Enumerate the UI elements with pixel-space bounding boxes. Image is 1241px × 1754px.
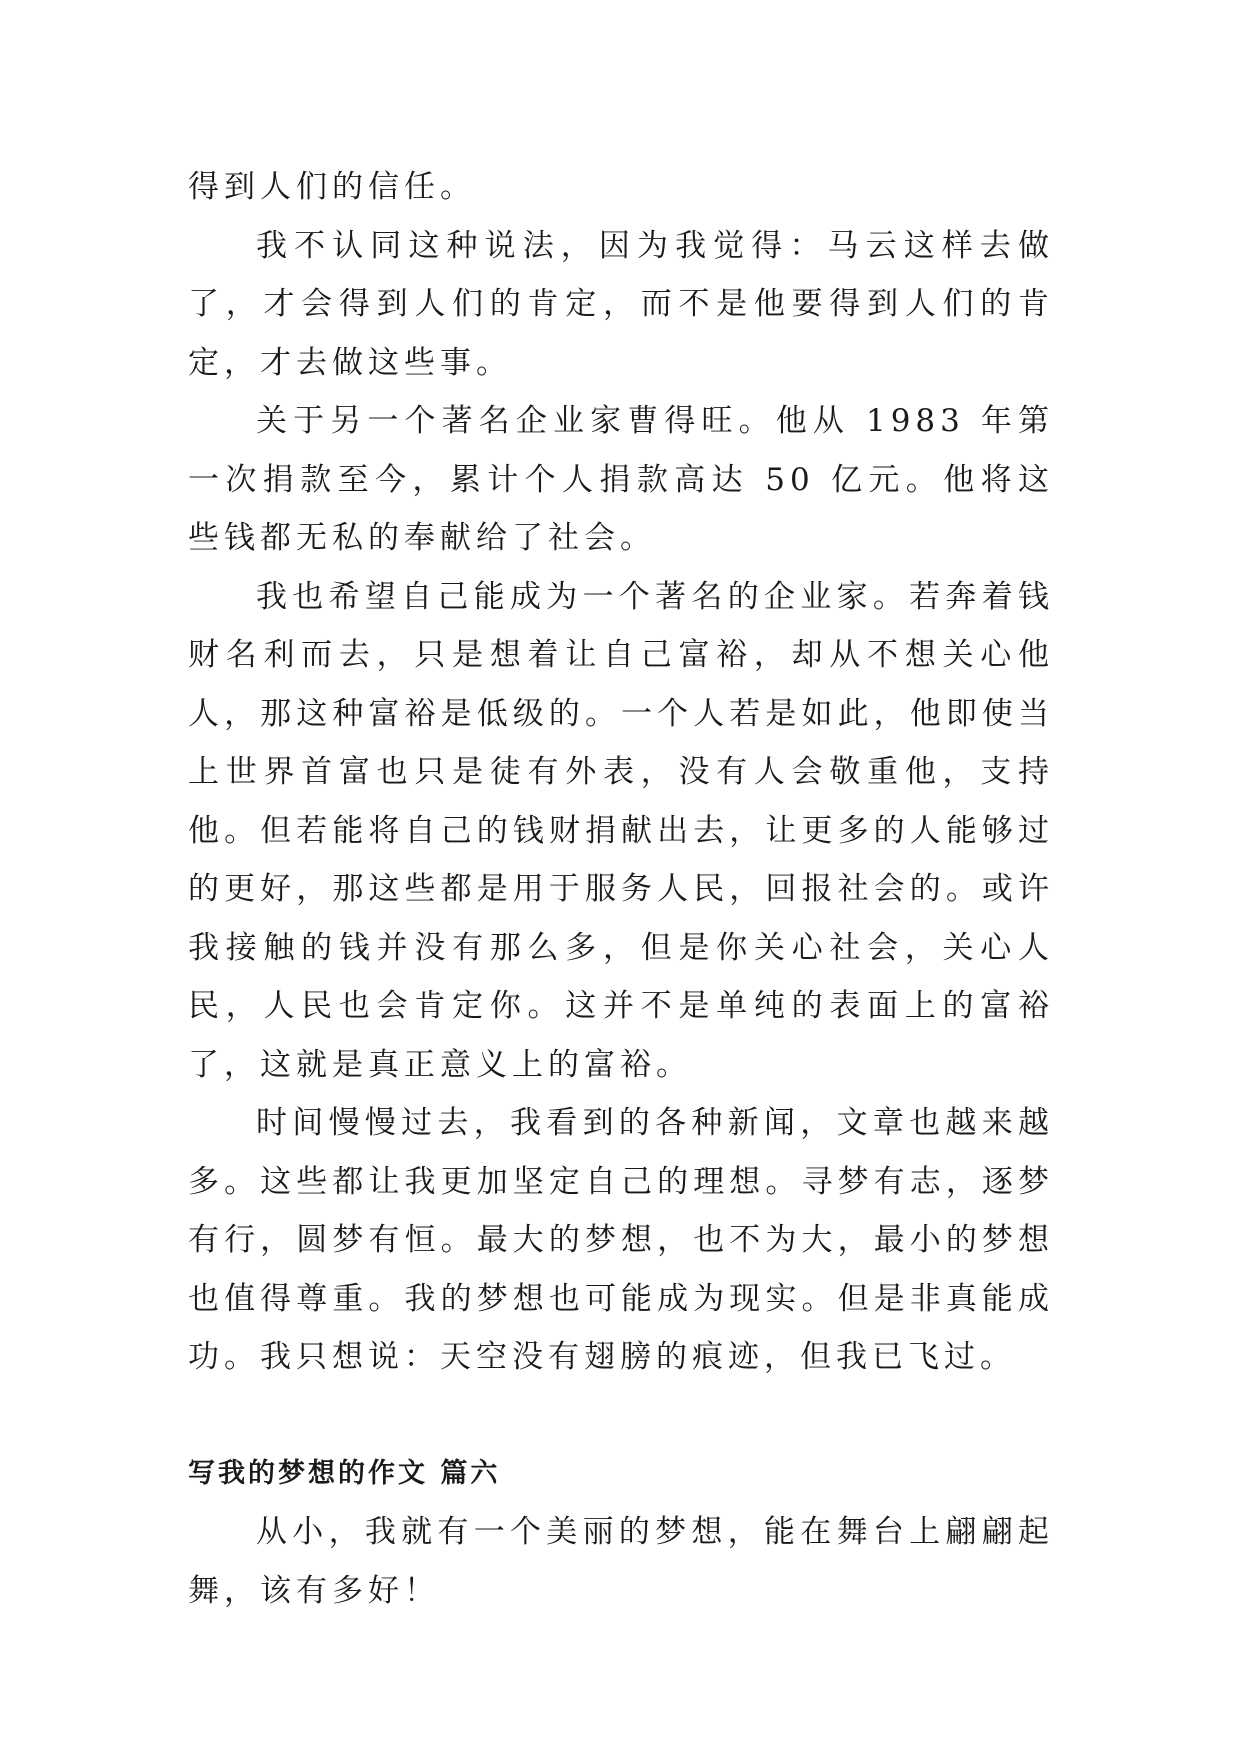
paragraph: 我不认同这种说法，因为我觉得：马云这样去做了，才会得到人们的肯定，而不是他要得到人们的肯定，才去做这些事。	[188, 227, 1054, 381]
paragraph: 时间慢慢过去，我看到的各种新闻，文章也越来越多。这些都让我更加坚定自己的理想。寻梦有志，逐梦有行，圆梦有恒。最大的梦想，也不为大，最小的梦想也值得尊重。我的梦想也可能成为现实。但是非真能成功。我只想说：天空没有翅膀的痕迹，但我已飞过。	[188, 1105, 1054, 1375]
document-body	[188, 158, 1054, 1620]
paragraph: 从小，我就有一个美丽的梦想，能在舞台上翩翩起舞，该有多好！	[188, 1514, 1054, 1609]
paragraph: 得到人们的信任。	[188, 169, 476, 205]
section-title: 写我的梦想的作文 篇六	[188, 1457, 501, 1489]
paragraph: 我也希望自己能成为一个著名的企业家。若奔着钱财名利而去，只是想着让自己富裕，却从不想关心他人，那这种富裕是低级的。一个人若是如此，他即使当上世界首富也只是徒有外表，没有人会敬重他，支持他。但若能将自己的钱财捐献出去，让更多的人能够过的更好，那这些都是用于服务人民，回报社会的。或许我接触的钱并没有那么多，但是你关心社会，关心人民，人民也会肯定你。这并不是单纯的表面上的富裕了，这就是真正意义上的富裕。	[188, 578, 1054, 1083]
paragraph: 关于另一个著名企业家曹得旺。他从 1983 年第一次捐款至今，累计个人捐款高达 50 亿元。他将这些钱都无私的奉献给了社会。	[188, 403, 1054, 556]
